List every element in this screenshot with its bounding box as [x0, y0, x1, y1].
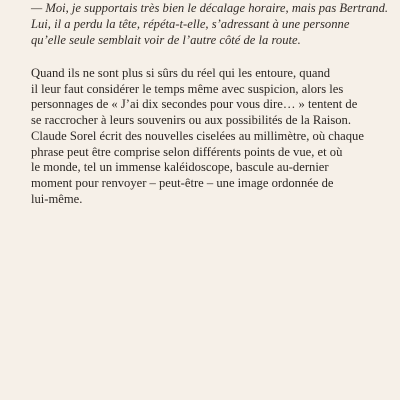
- summary-line: le monde, tel un immense kaléidoscope, bascule au-dernier: [31, 160, 329, 175]
- summary-line: il leur faut considérer le temps même avec suspicion, alors les: [31, 81, 344, 96]
- summary-line: se raccrocher à leurs souvenirs ou aux possibilités de la Raison.: [31, 113, 352, 128]
- summary-line: personnages de « J’ai dix secondes pour vous dire… » tentent de: [31, 97, 358, 112]
- summary-line: Quand ils ne sont plus si sûrs du réel qui les entoure, quand: [31, 66, 331, 80]
- summary-line: Claude Sorel écrit des nouvelles ciselées au millimètre, où chaque: [31, 128, 364, 143]
- excerpt-line: qu’elle seule semblait voir de l’autre côté de la route.: [31, 33, 301, 47]
- summary-line: moment pour renvoyer – peut-être – une image ordonnée de: [31, 175, 334, 190]
- excerpt-line: Lui, il a perdu la tête, répéta-t-elle, s’adressant à une personne: [31, 17, 350, 31]
- summary-paragraph: [31, 66, 376, 207]
- excerpt-line: — Moi, je supportais très bien le décalage horaire, mais pas Bertrand.: [31, 1, 389, 15]
- summary-line: phrase peut être comprise selon différents points de vue, et où: [31, 144, 343, 159]
- excerpt-quote: [31, 0, 389, 48]
- summary-line: lui-même.: [31, 191, 83, 206]
